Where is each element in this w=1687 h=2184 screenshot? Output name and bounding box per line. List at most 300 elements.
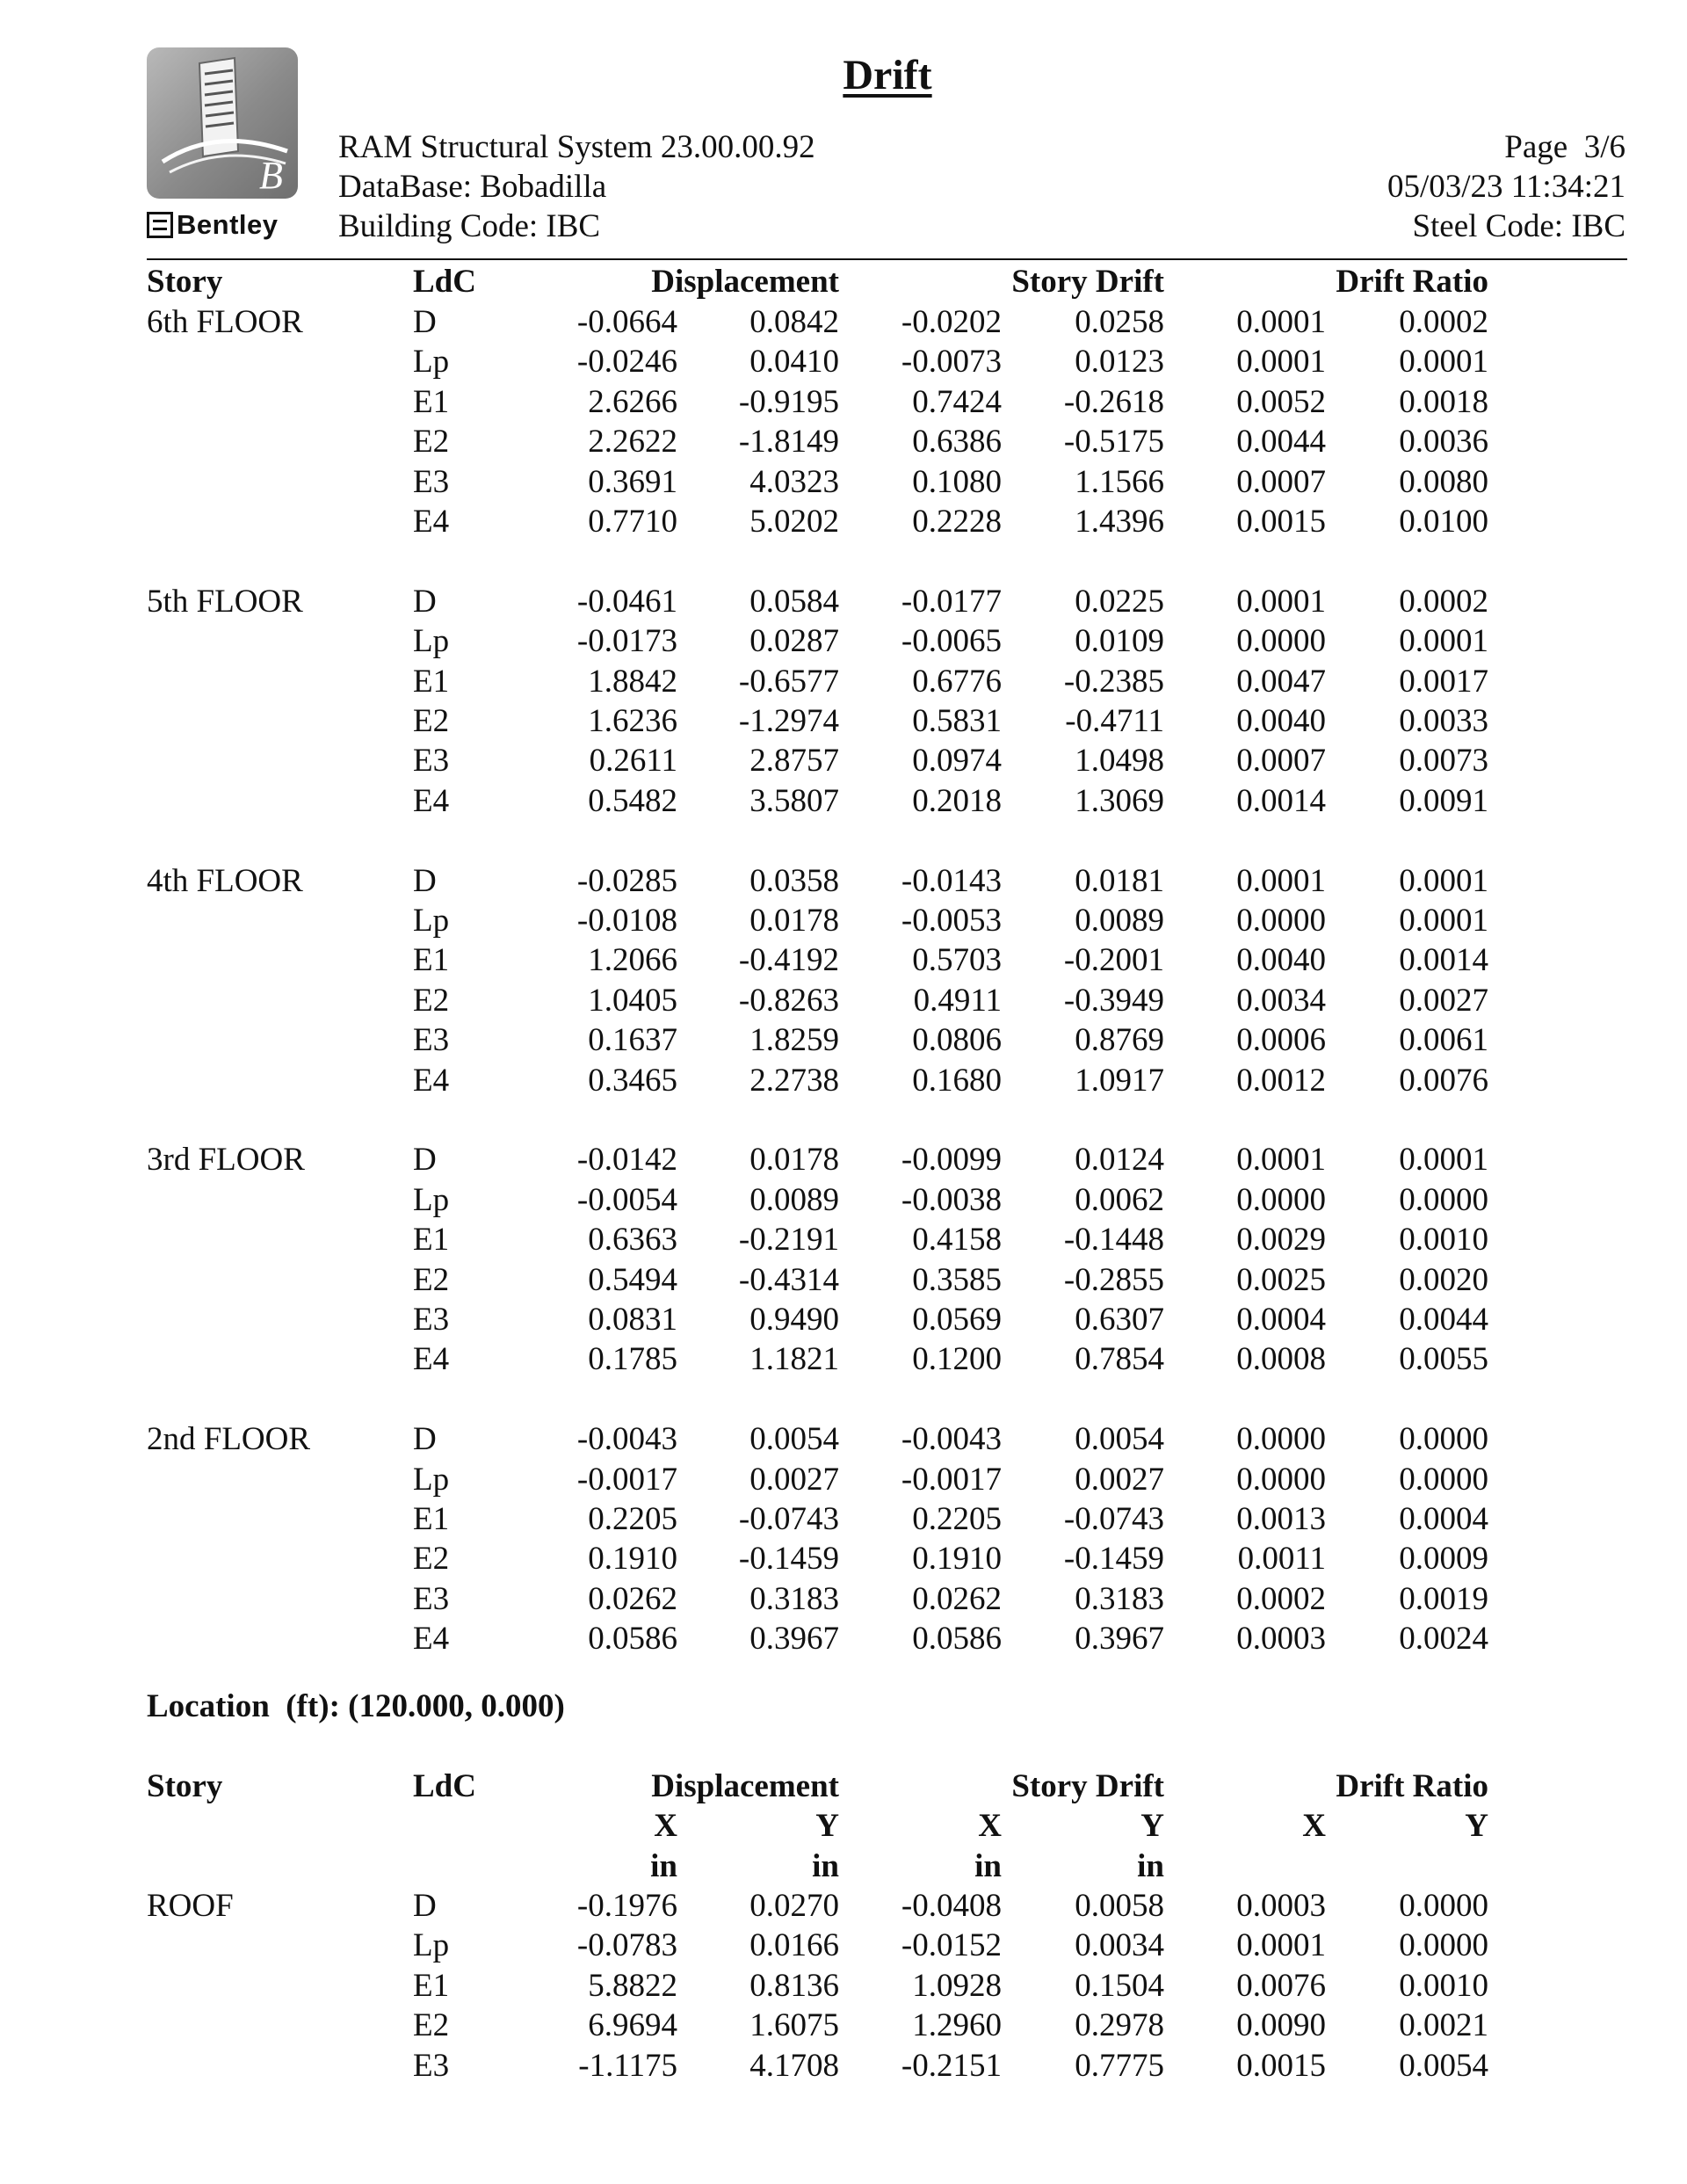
load-case: E3 xyxy=(413,1302,450,1338)
displacement-x-value: 0.2611 xyxy=(589,743,677,780)
displacement-x-value: -0.0461 xyxy=(576,583,677,620)
story-drift-y-value: 0.0062 xyxy=(1075,1181,1164,1218)
displacement-y-value: -0.4192 xyxy=(738,942,839,979)
table-row xyxy=(0,621,1687,661)
drift-ratio-y-value: 0.0061 xyxy=(1399,1022,1488,1059)
unit-header-row xyxy=(0,1847,1687,1886)
story-drift-y-value: 0.0058 xyxy=(1075,1888,1164,1924)
table-row xyxy=(0,582,1687,621)
displacement-y-value: 0.0027 xyxy=(749,1461,839,1498)
story-drift-y-value: -0.4711 xyxy=(1065,703,1164,739)
story-drift-y-value: -0.0743 xyxy=(1063,1501,1164,1537)
load-case: E3 xyxy=(413,1022,450,1059)
load-case: E4 xyxy=(413,1062,450,1099)
displacement-x-value: 0.1637 xyxy=(588,1022,677,1059)
drift-ratio-x-value: 0.0001 xyxy=(1236,344,1326,381)
drift-ratio-x-value: 0.0012 xyxy=(1236,1062,1326,1099)
unit-label: in xyxy=(650,1848,677,1884)
drift-ratio-x-value: 0.0007 xyxy=(1236,743,1326,780)
displacement-x-value: 0.0831 xyxy=(588,1302,677,1338)
load-case: E2 xyxy=(413,703,450,739)
load-case: E4 xyxy=(413,504,450,540)
load-case: Lp xyxy=(413,1927,450,1964)
displacement-x-value: 2.6266 xyxy=(588,383,677,420)
story-drift-y-value: 0.2978 xyxy=(1075,2007,1164,2044)
story-drift-y-value: -0.1459 xyxy=(1063,1541,1164,1578)
drift-ratio-y-value: 0.0004 xyxy=(1399,1501,1488,1537)
axis-header-row xyxy=(0,1806,1687,1846)
drift-ratio-y-value: 0.0014 xyxy=(1399,942,1488,979)
column-header-story: Story xyxy=(147,1768,223,1804)
displacement-x-value: 0.1910 xyxy=(588,1541,677,1578)
story-drift-y-value: 0.0034 xyxy=(1075,1927,1164,1964)
load-case: E2 xyxy=(413,1541,450,1578)
axis-label: X xyxy=(978,1808,1002,1844)
displacement-x-value: -0.0285 xyxy=(576,862,677,899)
displacement-y-value: -0.2191 xyxy=(738,1222,839,1259)
table-row xyxy=(0,342,1687,381)
displacement-x-value: 0.3465 xyxy=(588,1062,677,1099)
drift-ratio-x-value: 0.0007 xyxy=(1236,463,1326,500)
displacement-y-value: 0.0054 xyxy=(749,1421,839,1458)
table-row xyxy=(0,2006,1687,2045)
story-drift-y-value: -0.1448 xyxy=(1063,1222,1164,1259)
story-drift-x-value: -0.0038 xyxy=(901,1181,1002,1218)
story-drift-x-value: 0.1200 xyxy=(912,1341,1002,1378)
drift-ratio-x-value: 0.0001 xyxy=(1236,583,1326,620)
table-row xyxy=(0,1619,1687,1658)
load-case: Lp xyxy=(413,623,450,660)
displacement-y-value: 0.0178 xyxy=(749,903,839,939)
table-row xyxy=(0,1460,1687,1499)
table-row xyxy=(0,1966,1687,2006)
displacement-x-value: 1.2066 xyxy=(588,942,677,979)
drift-ratio-x-value: 0.0001 xyxy=(1236,1927,1326,1964)
drift-ratio-y-value: 0.0073 xyxy=(1399,743,1488,780)
drift-ratio-x-value: 0.0011 xyxy=(1237,1541,1326,1578)
drift-ratio-x-value: 0.0000 xyxy=(1236,1461,1326,1498)
displacement-y-value: 2.2738 xyxy=(749,1062,839,1099)
displacement-y-value: 1.1821 xyxy=(749,1341,839,1378)
drift-ratio-x-value: 0.0001 xyxy=(1236,304,1326,340)
axis-label: Y xyxy=(1140,1808,1164,1844)
story-name: ROOF xyxy=(147,1888,234,1924)
drift-ratio-x-value: 0.0002 xyxy=(1236,1580,1326,1617)
axis-label: X xyxy=(654,1808,677,1844)
load-case: Lp xyxy=(413,903,450,939)
axis-label: Y xyxy=(815,1808,839,1844)
unit-label: in xyxy=(1137,1848,1164,1884)
story-drift-y-value: -0.2001 xyxy=(1063,942,1164,979)
drift-ratio-y-value: 0.0001 xyxy=(1399,1142,1488,1179)
displacement-x-value: 0.0262 xyxy=(588,1580,677,1617)
displacement-y-value: 0.9490 xyxy=(749,1302,839,1338)
drift-ratio-y-value: 0.0033 xyxy=(1399,703,1488,739)
load-case: E2 xyxy=(413,982,450,1019)
displacement-y-value: 0.0178 xyxy=(749,1142,839,1179)
story-name: 3rd FLOOR xyxy=(147,1142,305,1179)
story-drift-x-value: 0.2018 xyxy=(912,782,1002,819)
story-drift-x-value: -0.0143 xyxy=(901,862,1002,899)
story-drift-x-value: 0.6776 xyxy=(912,663,1002,700)
drift-ratio-x-value: 0.0025 xyxy=(1236,1261,1326,1298)
table-row xyxy=(0,981,1687,1020)
drift-ratio-x-value: 0.0001 xyxy=(1236,1142,1326,1179)
drift-ratio-y-value: 0.0018 xyxy=(1399,383,1488,420)
story-drift-y-value: 1.1566 xyxy=(1075,463,1164,500)
load-case: E3 xyxy=(413,1580,450,1617)
displacement-x-value: -0.1976 xyxy=(576,1888,677,1924)
drift-ratio-y-value: 0.0000 xyxy=(1399,1181,1488,1218)
drift-ratio-x-value: 0.0090 xyxy=(1236,2007,1326,2044)
table-row xyxy=(0,1886,1687,1926)
header-left xyxy=(338,127,815,246)
drift-ratio-x-value: 0.0003 xyxy=(1236,1621,1326,1658)
displacement-x-value: -0.0173 xyxy=(576,623,677,660)
bentley-brand xyxy=(147,207,278,243)
story-name: 2nd FLOOR xyxy=(147,1421,311,1458)
column-header-displacement: Displacement xyxy=(651,264,839,300)
displacement-y-value: -0.0743 xyxy=(738,1501,839,1537)
displacement-y-value: 3.5807 xyxy=(749,782,839,819)
story-drift-y-value: -0.2618 xyxy=(1063,383,1164,420)
story-name: 5th FLOOR xyxy=(147,583,303,620)
load-case: E2 xyxy=(413,424,450,461)
story-drift-y-value: -0.2385 xyxy=(1063,663,1164,700)
displacement-y-value: 0.0166 xyxy=(749,1927,839,1964)
load-case: E1 xyxy=(413,383,450,420)
story-drift-y-value: 0.0089 xyxy=(1075,903,1164,939)
story-name: 4th FLOOR xyxy=(147,862,303,899)
drift-ratio-x-value: 0.0014 xyxy=(1236,782,1326,819)
drift-ratio-x-value: 0.0040 xyxy=(1236,703,1326,739)
load-case: D xyxy=(413,1142,437,1179)
displacement-y-value: 0.8136 xyxy=(749,1967,839,2004)
drift-ratio-x-value: 0.0040 xyxy=(1236,942,1326,979)
column-header-story: Story xyxy=(147,264,223,300)
story-drift-x-value: 0.3585 xyxy=(912,1261,1002,1298)
story-drift-y-value: -0.3949 xyxy=(1063,982,1164,1019)
story-drift-y-value: 0.7854 xyxy=(1075,1341,1164,1378)
table-row xyxy=(0,1220,1687,1259)
story-drift-x-value: 0.0586 xyxy=(912,1621,1002,1658)
displacement-y-value: 2.8757 xyxy=(749,743,839,780)
story-drift-y-value: 1.0498 xyxy=(1075,743,1164,780)
story-drift-x-value: -0.0202 xyxy=(901,304,1002,340)
table-row xyxy=(0,1020,1687,1060)
load-case: E1 xyxy=(413,1501,450,1537)
load-case: E3 xyxy=(413,743,450,780)
displacement-y-value: 5.0202 xyxy=(749,504,839,540)
table-row xyxy=(0,901,1687,940)
story-drift-x-value: 0.5703 xyxy=(912,942,1002,979)
displacement-x-value: 0.0586 xyxy=(588,1621,677,1658)
story-drift-y-value: 1.0917 xyxy=(1075,1062,1164,1099)
logo-letter: B xyxy=(259,154,283,197)
displacement-y-value: 1.8259 xyxy=(749,1022,839,1059)
drift-ratio-x-value: 0.0004 xyxy=(1236,1302,1326,1338)
table-row xyxy=(0,662,1687,701)
drift-ratio-y-value: 0.0000 xyxy=(1399,1927,1488,1964)
displacement-y-value: 0.0358 xyxy=(749,862,839,899)
table-row xyxy=(0,382,1687,422)
story-drift-y-value: 0.0109 xyxy=(1075,623,1164,660)
drift-ratio-y-value: 0.0001 xyxy=(1399,623,1488,660)
displacement-x-value: -0.0054 xyxy=(576,1181,677,1218)
displacement-x-value: -0.0043 xyxy=(576,1421,677,1458)
story-drift-y-value: 0.8769 xyxy=(1075,1022,1164,1059)
story-drift-y-value: 0.6307 xyxy=(1075,1302,1164,1338)
drift-ratio-y-value: 0.0002 xyxy=(1399,304,1488,340)
displacement-y-value: 0.0089 xyxy=(749,1181,839,1218)
page-title: Drift xyxy=(843,52,932,98)
table-row xyxy=(0,1926,1687,1965)
displacement-y-value: 1.6075 xyxy=(749,2007,839,2044)
drift-ratio-x-value: 0.0076 xyxy=(1236,1967,1326,2004)
load-case: E4 xyxy=(413,782,450,819)
drift-ratio-x-value: 0.0000 xyxy=(1236,1181,1326,1218)
displacement-y-value: -0.8263 xyxy=(738,982,839,1019)
drift-ratio-y-value: 0.0076 xyxy=(1399,1062,1488,1099)
displacement-x-value: 0.5482 xyxy=(588,782,677,819)
story-drift-y-value: 0.0225 xyxy=(1075,583,1164,620)
displacement-x-value: -0.0108 xyxy=(576,903,677,939)
load-case: E1 xyxy=(413,1222,450,1259)
header-right xyxy=(1387,127,1625,246)
load-case: E2 xyxy=(413,2007,450,2044)
load-case: D xyxy=(413,1421,437,1458)
drift-ratio-x-value: 0.0044 xyxy=(1236,424,1326,461)
story-drift-y-value: 1.4396 xyxy=(1075,504,1164,540)
table-row xyxy=(0,2046,1687,2086)
load-case: E1 xyxy=(413,1967,450,2004)
unit-label: in xyxy=(974,1848,1002,1884)
displacement-y-value: -1.8149 xyxy=(738,424,839,461)
load-case: E1 xyxy=(413,663,450,700)
load-case: D xyxy=(413,1888,437,1924)
drift-ratio-y-value: 0.0001 xyxy=(1399,344,1488,381)
drift-ratio-x-value: 0.0052 xyxy=(1236,383,1326,420)
report-datetime: 05/03/23 11:34:21 xyxy=(1387,169,1625,205)
drift-ratio-y-value: 0.0009 xyxy=(1399,1541,1488,1578)
drift-ratio-y-value: 0.0024 xyxy=(1399,1621,1488,1658)
displacement-y-value: 0.0842 xyxy=(749,304,839,340)
displacement-x-value: 5.8822 xyxy=(588,1967,677,2004)
drift-ratio-y-value: 0.0021 xyxy=(1399,2007,1488,2044)
table-row xyxy=(0,1140,1687,1179)
displacement-x-value: 6.9694 xyxy=(588,2007,677,2044)
displacement-x-value: -0.0142 xyxy=(576,1142,677,1179)
story-drift-y-value: 0.0123 xyxy=(1075,344,1164,381)
displacement-x-value: -0.0017 xyxy=(576,1461,677,1498)
story-drift-x-value: 0.0262 xyxy=(912,1580,1002,1617)
story-drift-x-value: 0.0806 xyxy=(912,1022,1002,1059)
drift-ratio-x-value: 0.0000 xyxy=(1236,623,1326,660)
displacement-x-value: -0.0783 xyxy=(576,1927,677,1964)
story-drift-x-value: 0.0974 xyxy=(912,743,1002,780)
displacement-y-value: 0.0270 xyxy=(749,1888,839,1924)
story-drift-x-value: -0.0053 xyxy=(901,903,1002,939)
table-row xyxy=(0,701,1687,741)
displacement-y-value: 0.0287 xyxy=(749,623,839,660)
displacement-x-value: 0.6363 xyxy=(588,1222,677,1259)
drift-ratio-y-value: 0.0027 xyxy=(1399,982,1488,1019)
drift-ratio-y-value: 0.0020 xyxy=(1399,1261,1488,1298)
load-case: Lp xyxy=(413,344,450,381)
drift-ratio-y-value: 0.0036 xyxy=(1399,424,1488,461)
story-drift-x-value: 1.0928 xyxy=(912,1967,1002,2004)
load-case: E3 xyxy=(413,463,450,500)
story-drift-x-value: 0.4158 xyxy=(912,1222,1002,1259)
drift-ratio-y-value: 0.0017 xyxy=(1399,663,1488,700)
displacement-x-value: 0.2205 xyxy=(588,1501,677,1537)
database-name: DataBase: Bobadilla xyxy=(338,169,607,205)
table-row xyxy=(0,861,1687,901)
story-drift-x-value: 0.1080 xyxy=(912,463,1002,500)
story-drift-x-value: -0.0017 xyxy=(901,1461,1002,1498)
displacement-x-value: 1.0405 xyxy=(588,982,677,1019)
drift-ratio-y-value: 0.0000 xyxy=(1399,1888,1488,1924)
table-header-row xyxy=(0,1767,1687,1806)
story-drift-y-value: 0.0054 xyxy=(1075,1421,1164,1458)
column-header-drift-ratio: Drift Ratio xyxy=(1336,264,1488,300)
drift-ratio-y-value: 0.0100 xyxy=(1399,504,1488,540)
displacement-x-value: 0.1785 xyxy=(588,1341,677,1378)
table-row xyxy=(0,1499,1687,1539)
table-row xyxy=(0,781,1687,821)
drift-ratio-y-value: 0.0002 xyxy=(1399,583,1488,620)
drift-ratio-y-value: 0.0080 xyxy=(1399,463,1488,500)
column-header-displacement: Displacement xyxy=(651,1768,839,1804)
drift-ratio-x-value: 0.0029 xyxy=(1236,1222,1326,1259)
displacement-y-value: 0.0410 xyxy=(749,344,839,381)
axis-label: Y xyxy=(1465,1808,1488,1844)
table-row xyxy=(0,1579,1687,1619)
drift-ratio-x-value: 0.0015 xyxy=(1236,2047,1326,2084)
displacement-x-value: 0.5494 xyxy=(588,1261,677,1298)
story-drift-x-value: -0.0152 xyxy=(901,1927,1002,1964)
table-row xyxy=(0,1061,1687,1100)
load-case: Lp xyxy=(413,1461,450,1498)
story-drift-y-value: -0.2855 xyxy=(1063,1261,1164,1298)
story-name: 6th FLOOR xyxy=(147,304,303,340)
displacement-x-value: -0.0246 xyxy=(576,344,677,381)
column-header-story-drift: Story Drift xyxy=(1011,264,1164,300)
drift-ratio-x-value: 0.0034 xyxy=(1236,982,1326,1019)
displacement-x-value: 1.6236 xyxy=(588,703,677,739)
story-drift-x-value: -0.0099 xyxy=(901,1142,1002,1179)
drift-ratio-x-value: 0.0013 xyxy=(1236,1501,1326,1537)
displacement-x-value: 1.8842 xyxy=(588,663,677,700)
software-version: RAM Structural System 23.00.00.92 xyxy=(338,129,815,165)
column-header-ldc: LdC xyxy=(413,264,476,300)
story-drift-x-value: -0.0043 xyxy=(901,1421,1002,1458)
story-drift-y-value: 0.3183 xyxy=(1075,1580,1164,1617)
table-row xyxy=(0,1300,1687,1339)
load-case: Lp xyxy=(413,1181,450,1218)
displacement-y-value: 4.0323 xyxy=(749,463,839,500)
unit-label: in xyxy=(812,1848,839,1884)
drift-ratio-x-value: 0.0001 xyxy=(1236,862,1326,899)
drift-ratio-y-value: 0.0019 xyxy=(1399,1580,1488,1617)
story-drift-x-value: 1.2960 xyxy=(912,2007,1002,2044)
story-drift-x-value: 0.4911 xyxy=(913,982,1002,1019)
displacement-y-value: -0.1459 xyxy=(738,1541,839,1578)
drift-ratio-y-value: 0.0010 xyxy=(1399,1222,1488,1259)
story-drift-y-value: 0.0124 xyxy=(1075,1142,1164,1179)
drift-ratio-y-value: 0.0091 xyxy=(1399,782,1488,819)
load-case: E2 xyxy=(413,1261,450,1298)
load-case: D xyxy=(413,304,437,340)
story-drift-x-value: 0.2228 xyxy=(912,504,1002,540)
column-header-ldc: LdC xyxy=(413,1768,476,1804)
drift-ratio-x-value: 0.0003 xyxy=(1236,1888,1326,1924)
displacement-y-value: -1.2974 xyxy=(738,703,839,739)
drift-ratio-x-value: 0.0015 xyxy=(1236,504,1326,540)
load-case: D xyxy=(413,862,437,899)
story-drift-x-value: 0.7424 xyxy=(912,383,1002,420)
drift-ratio-x-value: 0.0047 xyxy=(1236,663,1326,700)
displacement-y-value: -0.6577 xyxy=(738,663,839,700)
brand-name: Bentley xyxy=(177,209,279,240)
displacement-x-value: 0.7710 xyxy=(588,504,677,540)
drift-ratio-x-value: 0.0008 xyxy=(1236,1341,1326,1378)
table-row xyxy=(0,1260,1687,1300)
displacement-x-value: 0.3691 xyxy=(588,463,677,500)
displacement-y-value: 0.0584 xyxy=(749,583,839,620)
table-row xyxy=(0,302,1687,342)
header-rule xyxy=(147,258,1627,260)
load-case: E1 xyxy=(413,942,450,979)
location-label: Location (ft): (120.000, 0.000) xyxy=(147,1688,565,1724)
drift-ratio-y-value: 0.0055 xyxy=(1399,1341,1488,1378)
page-number: Page 3/6 xyxy=(1504,129,1625,165)
displacement-x-value: 2.2622 xyxy=(588,424,677,461)
displacement-x-value: -1.1175 xyxy=(578,2047,677,2084)
drift-ratio-x-value: 0.0000 xyxy=(1236,903,1326,939)
drift-ratio-y-value: 0.0044 xyxy=(1399,1302,1488,1338)
drift-ratio-y-value: 0.0001 xyxy=(1399,862,1488,899)
table-row xyxy=(0,462,1687,502)
table-row xyxy=(0,1180,1687,1220)
bentley-icon xyxy=(147,212,173,238)
story-drift-y-value: 0.0258 xyxy=(1075,304,1164,340)
story-drift-y-value: 0.1504 xyxy=(1075,1967,1164,2004)
story-drift-x-value: 0.5831 xyxy=(912,703,1002,739)
table-row xyxy=(0,940,1687,980)
story-drift-x-value: -0.0408 xyxy=(901,1888,1002,1924)
steel-code: Steel Code: IBC xyxy=(1412,208,1625,244)
load-case: E3 xyxy=(413,2047,450,2084)
displacement-y-value: 4.1708 xyxy=(749,2047,839,2084)
story-drift-y-value: 0.7775 xyxy=(1075,2047,1164,2084)
story-drift-y-value: -0.5175 xyxy=(1063,424,1164,461)
displacement-y-value: 0.3183 xyxy=(749,1580,839,1617)
table-header-row xyxy=(0,262,1687,301)
story-drift-x-value: -0.0065 xyxy=(901,623,1002,660)
drift-ratio-y-value: 0.0054 xyxy=(1399,2047,1488,2084)
drift-ratio-y-value: 0.0001 xyxy=(1399,903,1488,939)
story-drift-x-value: -0.2151 xyxy=(901,2047,1002,2084)
table-row xyxy=(0,1339,1687,1379)
displacement-x-value: -0.0664 xyxy=(576,304,677,340)
drift-ratio-x-value: 0.0000 xyxy=(1236,1421,1326,1458)
table-row xyxy=(0,422,1687,461)
load-case: D xyxy=(413,583,437,620)
drift-ratio-y-value: 0.0000 xyxy=(1399,1461,1488,1498)
displacement-y-value: -0.9195 xyxy=(738,383,839,420)
story-drift-y-value: 0.0181 xyxy=(1075,862,1164,899)
